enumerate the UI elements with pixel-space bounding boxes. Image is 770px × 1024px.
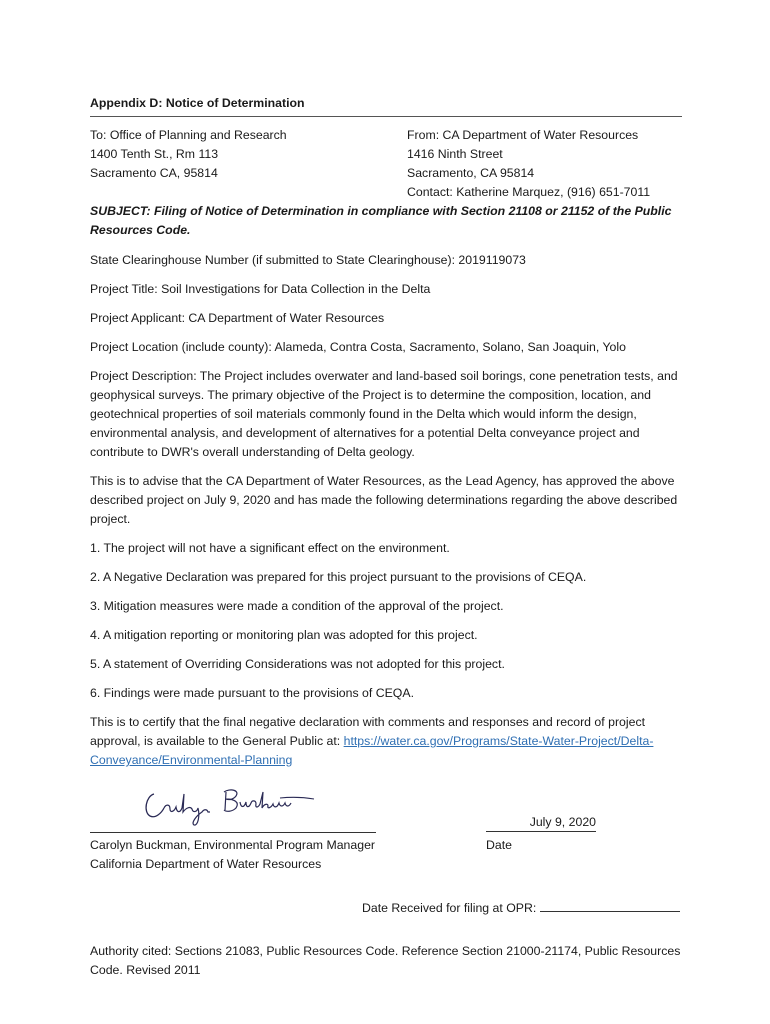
to-line-2: 1400 Tenth St., Rm 113 <box>90 147 219 161</box>
signer-organization: California Department of Water Resources <box>90 857 322 871</box>
authority-cited: Authority cited: Sections 21083, Public Resources Code. Reference Section 21000-21174, Public Resources Code. Revised 2011 <box>90 944 681 977</box>
signature-block <box>90 782 682 892</box>
from-address <box>407 126 682 202</box>
signature-line <box>90 832 376 833</box>
to-address <box>90 126 407 202</box>
determination-1: 1. The project will not have a significant effect on the environment. <box>90 541 450 555</box>
to-line-3: Sacramento CA, 95814 <box>90 166 218 180</box>
signature-date: July 9, 2020 <box>486 814 596 832</box>
date-received-line <box>362 898 682 918</box>
from-line-4: Contact: Katherine Marquez, (916) 651-7011 <box>407 185 651 199</box>
notice-document <box>90 94 682 990</box>
date-received-label: Date Received for filing at OPR: <box>362 901 537 915</box>
determination-3: 3. Mitigation measures were made a condition of the approval of the project. <box>90 599 504 613</box>
determination-4: 4. A mitigation reporting or monitoring plan was adopted for this project. <box>90 628 478 642</box>
project-location: Project Location (include county): Alameda, Contra Costa, Sacramento, Solano, San Joaquin, Yolo <box>90 340 626 354</box>
from-line-2: 1416 Ninth Street <box>407 147 503 161</box>
date-label: Date <box>486 838 512 852</box>
project-description: Project Description: The Project includes overwater and land-based soil borings, cone penetration tests, and geophysical surveys. The primary objective of the Project is to determine the composition, location, and geotechnical properties of soil materials commonly found in the Delta which would inform the design, environmental analysis, and development of alternatives for a potential Delta conveyance project and contribute to DWR's overall understanding of Delta geology. <box>90 369 678 459</box>
determination-6: 6. Findings were made pursuant to the provisions of CEQA. <box>90 686 414 700</box>
signature-image <box>140 782 320 826</box>
signature-text: Carolyn Buckman <box>140 782 148 783</box>
determination-5: 5. A statement of Overriding Considerations was not adopted for this project. <box>90 657 505 671</box>
project-title: Project Title: Soil Investigations for Data Collection in the Delta <box>90 282 431 296</box>
certify-text: This is to certify that the final negative declaration with comments and responses and record of project approval, is available to the General Public at: <box>90 715 646 748</box>
clearinghouse-number: State Clearinghouse Number (if submitted to State Clearinghouse): 2019119073 <box>90 253 526 267</box>
document-heading: Appendix D: Notice of Determination <box>90 94 682 117</box>
determination-2: 2. A Negative Declaration was prepared for this project pursuant to the provisions of CEQA. <box>90 570 587 584</box>
project-applicant: Project Applicant: CA Department of Water Resources <box>90 311 385 325</box>
from-line-3: Sacramento, CA 95814 <box>407 166 535 180</box>
date-received-blank[interactable] <box>540 898 680 912</box>
certify-paragraph <box>90 713 682 770</box>
environmental-planning-link[interactable]: https://water.ca.gov/Programs/State-Water-Project/Delta-Conveyance/Environmental-Planning <box>90 734 654 767</box>
subject-line: SUBJECT: Filing of Notice of Determination in compliance with Section 21108 or 21152 of the Public Resources Code. <box>90 204 672 237</box>
signer-name-title: Carolyn Buckman, Environmental Program Manager <box>90 838 376 852</box>
advise-paragraph: This is to advise that the CA Department of Water Resources, as the Lead Agency, has approved the above described project on July 9, 2020 and has made the following determinations regarding the above described project. <box>90 474 678 526</box>
address-block <box>90 126 682 202</box>
to-line-1: To: Office of Planning and Research <box>90 128 287 142</box>
from-line-1: From: CA Department of Water Resources <box>407 128 639 142</box>
